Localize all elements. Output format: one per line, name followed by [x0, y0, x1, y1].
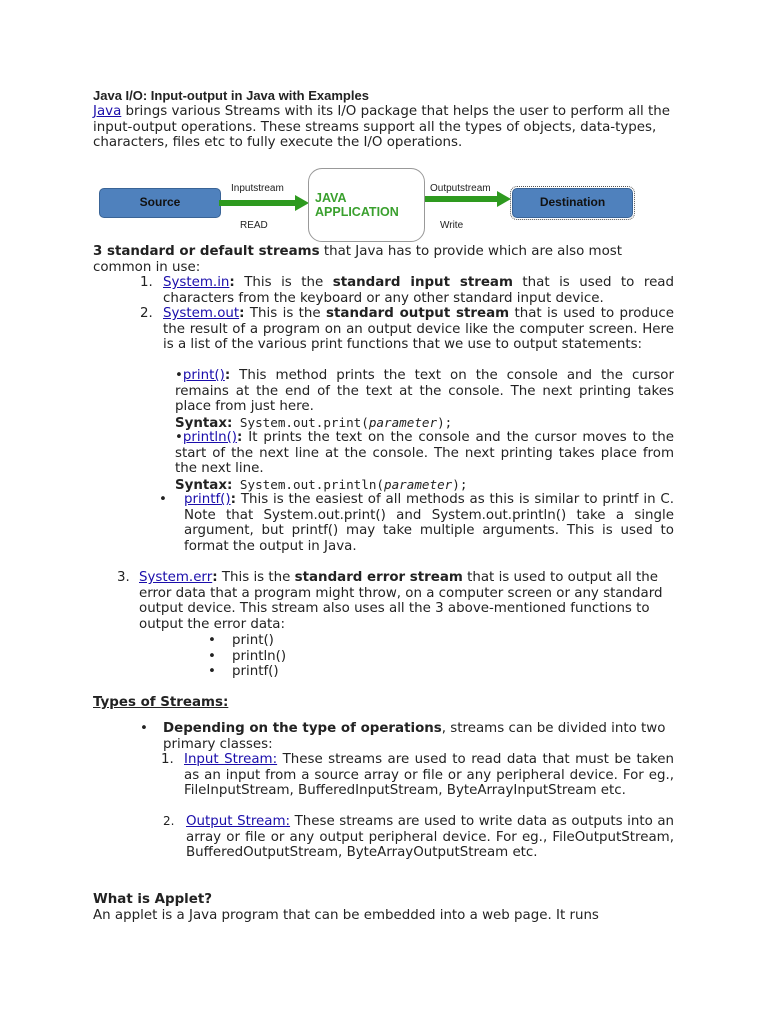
printf-item — [184, 492, 674, 554]
output-stream-text: These streams are used to write data as outputs into an array or file or any output peripheral device. For eg., FileOutputStream, BufferedOutputStream, ByteArrayOutputStream etc. — [186, 814, 675, 861]
item3-bold: standard error stream — [294, 570, 463, 585]
streams-intro-bold: 3 standard or default streams — [93, 244, 320, 259]
streams-intro-text: that Java has to provide which are also most common in use: — [93, 244, 623, 275]
println-code-post: ); — [452, 477, 468, 492]
bullet-icon: • — [175, 430, 183, 445]
item3-post: that is used to output all the error data that a program might throw, on a computer screen or any standard output device. This stream also uses all the 3 above-mentioned functions to output the error data: — [139, 570, 663, 632]
types-bold: Depending on the type of operations — [163, 721, 442, 736]
item2-pre: This is the — [244, 306, 327, 321]
item3-pre: This is the — [217, 570, 295, 585]
bullet-icon: • — [208, 633, 216, 648]
print-link[interactable]: print() — [182, 368, 225, 383]
item1-pre: This is the — [234, 275, 333, 290]
input-stream-text: These streams are used to read data that must be taken as an input from a source array or file or any peripheral device. For eg., FileInputStream, BufferedInputStream, ByteArrayInputStream etc. — [184, 752, 675, 799]
println-syntax-label: Syntax: — [175, 478, 233, 493]
bullet-icon: • — [208, 664, 216, 680]
item1-text — [163, 275, 674, 306]
input-stream-link[interactable]: Input Stream: — [184, 752, 278, 767]
function-print: print() — [232, 633, 274, 648]
printf-link[interactable]: printf() — [184, 492, 231, 507]
write-label: Write — [440, 220, 464, 231]
printf-text: This is the easiest of all methods as this is similar to printf in C. Note that System.out.print() and System.out.println() take a single argument, but printf() may take multiple arguments. This is used to format the output in Java. — [184, 492, 674, 554]
println-code-param: parameter — [384, 477, 453, 492]
print-code-pre: System.out.print( — [232, 415, 369, 430]
item3-colon: : — [212, 570, 218, 585]
streams-intro — [93, 244, 673, 275]
print-colon: : — [224, 368, 231, 383]
item3-number: 3. — [117, 570, 130, 585]
source-box — [99, 188, 221, 218]
input-stream-number: 1. — [161, 752, 174, 767]
print-code-param: parameter — [368, 415, 438, 430]
bullet-icon: • — [208, 648, 216, 664]
item1-colon: : — [229, 275, 235, 290]
read-label: READ — [240, 220, 268, 231]
println-text: It prints the text on the console and the cursor moves to the start of the next line at the console. The next printing takes place from the next line. — [175, 430, 674, 477]
println-code-pre: System.out.println( — [232, 477, 384, 492]
print-syntax-label: Syntax: — [175, 416, 233, 431]
output-stream-number: 2. — [163, 814, 175, 828]
application-label: APPLICATION — [315, 205, 399, 219]
bullet-icon: • — [159, 492, 167, 507]
types-intro — [163, 721, 675, 752]
item2-post: that is used to produce the result of a program on an output device like the computer screen. Here is a list of the various print functions that we use to output statements: — [163, 306, 675, 353]
inputstream-label: Inputstream — [231, 183, 284, 194]
print-item — [175, 368, 674, 415]
output-stream-link[interactable]: Output Stream: — [186, 814, 291, 829]
item1-bold: standard input stream — [332, 275, 513, 290]
system-in-link[interactable]: System.in — [163, 275, 230, 290]
println-colon: : — [237, 430, 243, 445]
item1-number: 1. — [140, 275, 153, 290]
function-println: println() — [232, 648, 287, 664]
java-label: JAVA — [315, 191, 347, 205]
println-link[interactable]: println() — [182, 430, 238, 445]
outputstream-label: Outputstream — [430, 183, 491, 194]
applet-heading: What is Applet? — [93, 892, 212, 907]
output-stream-item — [186, 814, 674, 861]
system-out-link[interactable]: System.out — [163, 306, 240, 321]
item2-text — [163, 306, 674, 353]
types-heading: Types of Streams: — [93, 695, 229, 710]
input-arrow — [219, 195, 311, 211]
print-code-post: ); — [437, 415, 453, 430]
intro-paragraph — [93, 104, 673, 151]
printf-colon: : — [230, 492, 236, 507]
page-title: Java I/O: Input-output in Java with Examples — [93, 88, 369, 103]
java-application-box — [308, 168, 425, 242]
print-text: This method prints the text on the console and the cursor remains at the end of the text at the console. The next printing takes place from just here. — [175, 368, 674, 415]
item2-number: 2. — [140, 306, 153, 321]
item2-colon: : — [239, 306, 245, 321]
java-link[interactable]: Java — [93, 104, 122, 119]
item1-post: that is used to read characters from the keyboard or any other standard input device. — [163, 275, 675, 306]
destination-box — [512, 188, 633, 218]
item2-bold: standard output stream — [326, 306, 510, 321]
input-stream-item — [184, 752, 674, 799]
intro-text: brings various Streams with its I/O package that helps the user to perform all the input-output operations. These streams support all the types of objects, data-types, characters, files etc to fully execute the I/O operations. — [93, 104, 670, 151]
item3-text — [139, 570, 677, 632]
applet-text: An applet is a Java program that can be embedded into a web page. It runs — [93, 908, 599, 923]
destination-label: Destination — [539, 195, 606, 210]
source-label: Source — [139, 195, 181, 210]
bullet-icon: • — [140, 721, 148, 736]
system-err-link[interactable]: System.err — [139, 570, 213, 585]
bullet-icon: • — [175, 368, 183, 383]
println-item — [175, 430, 674, 477]
function-printf: printf() — [232, 664, 279, 680]
types-text: , streams can be divided into two primary classes: — [163, 721, 666, 752]
